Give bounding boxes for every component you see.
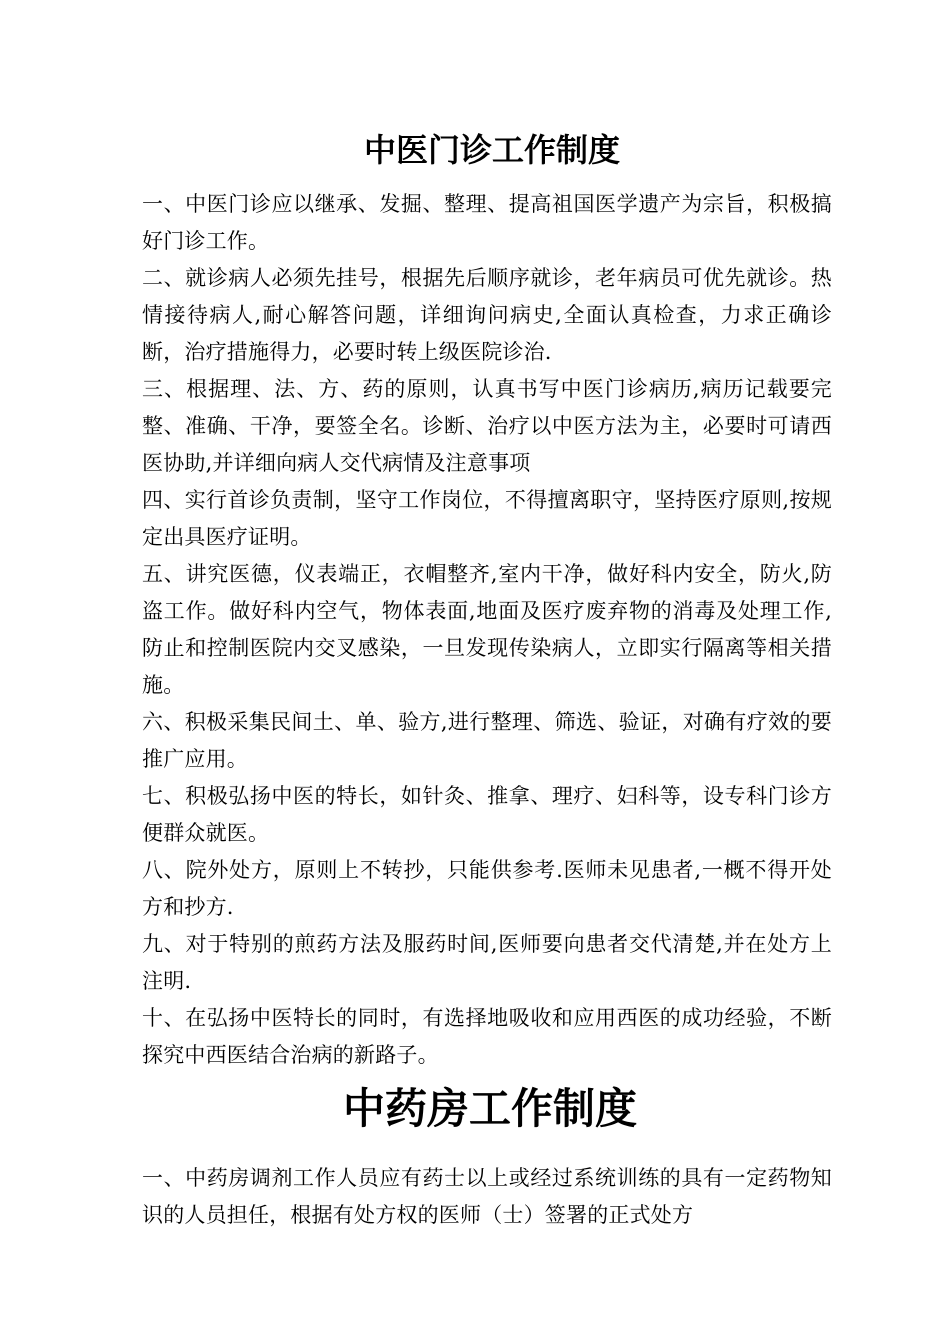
clinic-rules-body <box>142 186 832 1074</box>
clinic-rule-9: 九、对于特别的煎药方法及服药时间,医师要向患者交代清楚,并在处方上注明. <box>142 932 832 993</box>
clinic-rule-6: 六、积极采集民间土、单、验方,进行整理、筛选、验证，对确有疗效的要推广应用。 <box>142 710 832 771</box>
clinic-rules-title: 中医门诊工作制度 <box>363 131 620 169</box>
clinic-rule-1: 一、中医门诊应以继承、发掘、整理、提高祖国医学遗产为宗旨，积极搞好门诊工作。 <box>142 192 832 253</box>
clinic-rule-10: 十、在弘扬中医特长的同时，有选择地吸收和应用西医的成功经验，不断探究中西医结合治病的新路子。 <box>142 1006 832 1067</box>
clinic-rule-7: 七、积极弘扬中医的特长，如针灸、推拿、理疗、妇科等，设专科门诊方便群众就医。 <box>142 784 832 845</box>
document-page <box>142 0 832 1234</box>
clinic-rule-5: 五、讲究医德，仪表端正，衣帽整齐,室内干净，做好科内安全，防火,防盗工作。做好科内空气，物体表面,地面及医疗废弃物的消毒及处理工作,防止和控制医院内交叉感染，一旦发现传染病人，立即实行隔离等相关措施。 <box>142 562 832 697</box>
pharmacy-rules-title: 中药房工作制度 <box>342 1084 637 1133</box>
pharmacy-rule-1: 一、中药房调剂工作人员应有药士以上或经过系统训练的具有一定药物知识的人员担任，根据有处方权的医师（士）签署的正式处方 <box>142 1166 832 1227</box>
clinic-rule-2: 二、就诊病人必须先挂号，根据先后顺序就诊，老年病员可优先就诊。热情接待病人,耐心解答问题，详细询问病史,全面认真检查，力求正确诊断，治疗措施得力，必要时转上级医院诊治. <box>142 266 832 364</box>
clinic-rule-8: 八、院外处方，原则上不转抄，只能供参考.医师未见患者,一概不得开处方和抄方. <box>142 858 832 919</box>
clinic-rule-3: 三、根据理、法、方、药的原则，认真书写中医门诊病历,病历记载要完整、准确、干净，要签全名。诊断、治疗以中医方法为主，必要时可请西医协助,并详细向病人交代病情及注意事项 <box>142 377 832 475</box>
clinic-rule-4: 四、实行首诊负责制，坚守工作岗位，不得擅离职守，坚持医疗原则,按规定出具医疗证明。 <box>142 488 832 549</box>
pharmacy-rules-body <box>142 1160 832 1234</box>
